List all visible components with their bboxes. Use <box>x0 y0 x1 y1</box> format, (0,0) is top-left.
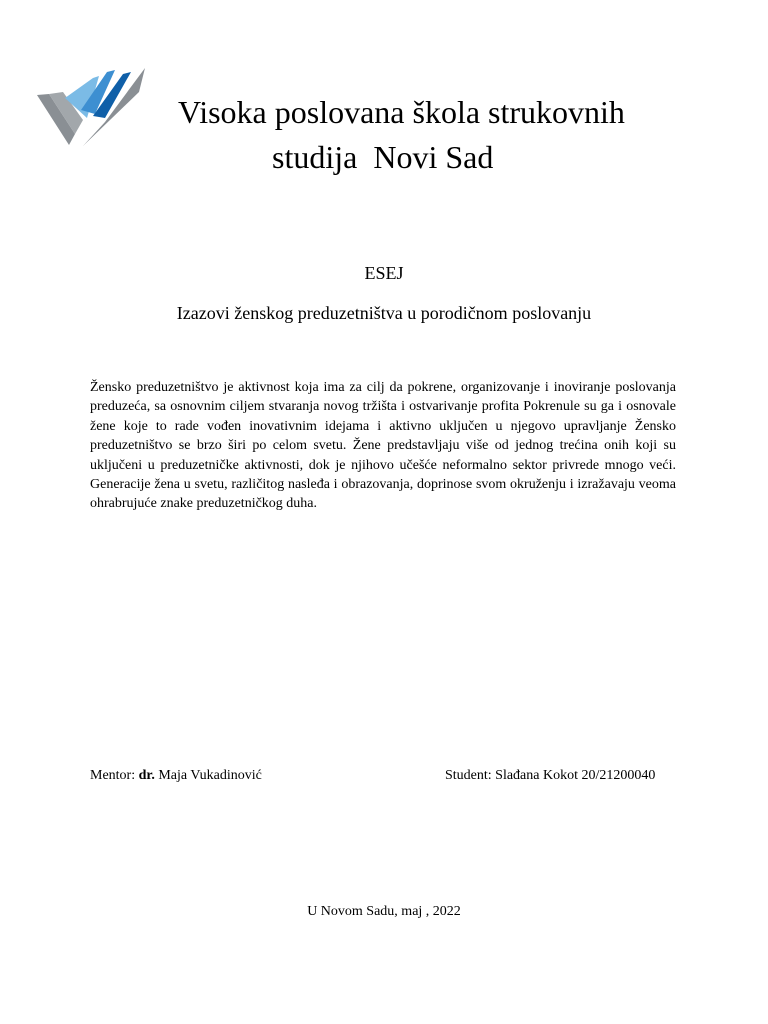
mentor-title: dr. <box>138 768 155 783</box>
document-type: ESEJ <box>364 263 404 283</box>
mentor-name: Maja Vukadinović <box>154 768 262 783</box>
place-and-date: U Novom Sadu, maj , 2022 <box>307 904 461 919</box>
student-line: Student: Slađana Kokot 20/21200040 <box>445 768 656 783</box>
institution-name-line1: Visoka poslovana škola strukovnih <box>178 94 625 130</box>
mentor-line <box>90 767 262 785</box>
abstract-paragraph: Žensko preduzetništvo je aktivnost koja ima za cilj da pokrene, organizovanje i inoviranje poslovanja preduzeća, sa osnovnim ciljem stvaranja novog tržišta i ostvarivanje profita Pokrenule su ga i osnovale žene koje to rade vođen inovativnim idejama i aktivno uključen u njegovo upravljanje Žensko preduzetništvo se brzo širi po celom svetu. Žene predstavljaju više od jednog trećina onih koji su uključeni u preduzetničke aktivnosti, dok je njihovo učešće neformalno sektor privrede mnogo veći. Generacije žena u svetu, različitog nasleđa i obrazovanja, doprinose svom okruženju i izražavaju veoma ohrabrujuće znake preduzetničkog duha. <box>90 380 676 512</box>
essay-title: Izazovi ženskog preduzetništva u porodičnom poslovanju <box>176 303 592 323</box>
book-pages-logo-icon <box>35 62 150 150</box>
institution-name-line2: studija Novi Sad <box>272 139 494 175</box>
mentor-label: Mentor: <box>90 768 139 783</box>
